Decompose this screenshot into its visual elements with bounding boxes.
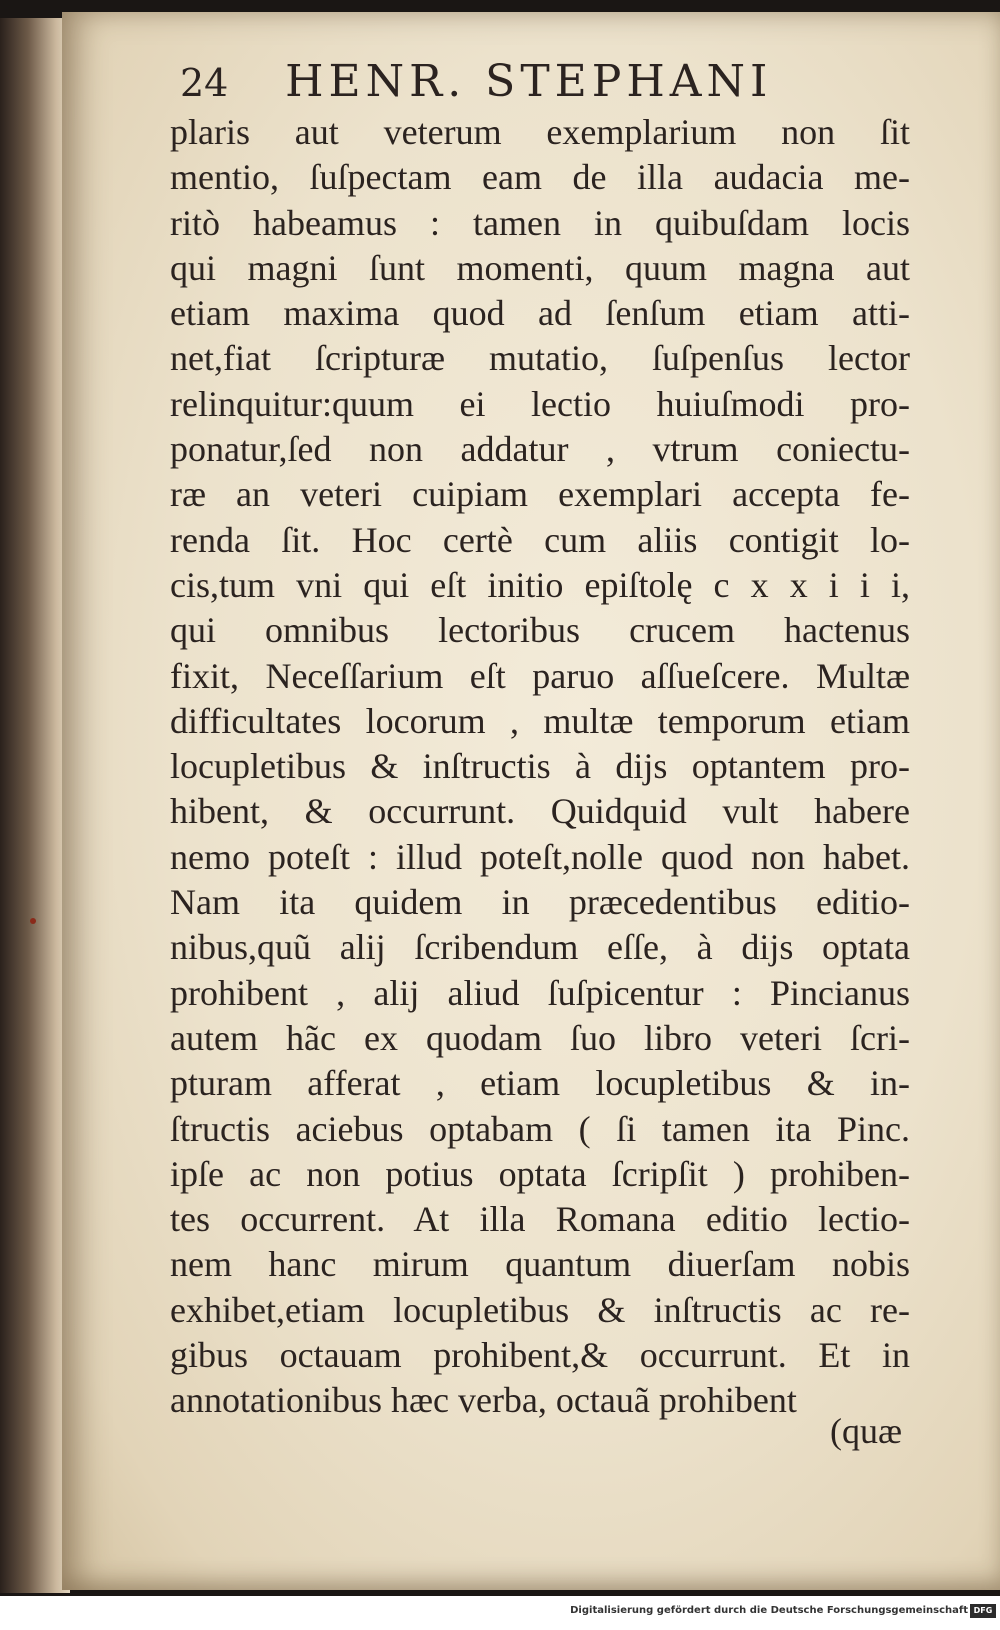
text-line: cis,tum vni qui eſt initio epiſtolę c x x i i i, — [170, 564, 910, 605]
text-line: etiam maxima quod ad ſenſum etiam atti- — [170, 293, 910, 334]
text-line: net,fiat ſcripturæ mutatio, ſuſpenſus lector — [170, 338, 910, 379]
book-edge — [0, 18, 70, 1593]
text-line: nibus,quũ alij ſcribendum eſſe, à dijs optata — [170, 927, 910, 968]
text-line: nemo poteſt : illud poteſt,nolle quod non habet. — [170, 836, 910, 877]
page-header — [180, 56, 900, 107]
text-line: ponatur,ſed non addatur , vtrum coniectu- — [170, 429, 910, 470]
text-line: ritò habeamus : tamen in quibuſdam locis — [170, 202, 910, 243]
text-line: tes occurrent. At illa Romana editio lectio- — [170, 1199, 910, 1240]
footer-credit: Digitalisierung gefördert durch die Deutsche Forschungsgemeinschaft — [570, 1605, 968, 1616]
text-line: qui omnibus lectoribus crucem hactenus — [170, 610, 910, 651]
text-line: ſtructis aciebus optabam ( ſi tamen ita Pinc. — [170, 1108, 910, 1149]
text-line: ræ an veteri cuipiam exemplari accepta fe- — [170, 474, 910, 515]
footer-bar — [0, 1596, 1000, 1630]
margin-mark — [30, 918, 36, 924]
text-line: plaris aut veterum exemplarium non ſit — [170, 112, 910, 152]
text-line: fixit, Neceſſarium eſt paruo aſſueſcere. Multæ — [170, 655, 910, 696]
body-text — [170, 110, 910, 1424]
running-head: HENR. STEPHANI — [285, 56, 773, 107]
text-line: renda ſit. Hoc certè cum aliis contigit lo- — [170, 519, 910, 560]
text-line: ipſe ac non potius optata ſcripſit ) prohiben- — [170, 1153, 910, 1194]
text-line: hibent, & occurrunt. Quidquid vult habere — [170, 791, 910, 832]
text-line: qui magni ſunt momenti, quum magna aut — [170, 247, 910, 288]
text-line: prohibent , alij aliud ſuſpicentur : Pincianus — [170, 972, 910, 1013]
text-line: relinquitur:quum ei lectio huiuſmodi pro- — [170, 383, 910, 424]
text-line: exhibet,etiam locupletibus & inſtructis ac re- — [170, 1289, 910, 1330]
dfg-logo: DFG — [970, 1604, 996, 1618]
text-line: gibus octauam prohibent,& occurrunt. Et in — [170, 1335, 910, 1376]
text-line: difficultates locorum , multæ temporum etiam — [170, 700, 910, 741]
text-line: autem hãc ex quodam ſuo libro veteri ſcri- — [170, 1017, 910, 1058]
text-line: mentio, ſuſpectam eam de illa audacia me- — [170, 157, 910, 198]
text-line: Nam ita quidem in præcedentibus editio- — [170, 882, 910, 923]
text-line: locupletibus & inſtructis à dijs optantem pro- — [170, 746, 910, 787]
text-line: annotationibus hæc verba, octauã prohibent — [170, 1380, 797, 1421]
catchword: (quæ — [830, 1411, 902, 1451]
text-line: pturam afferat , etiam locupletibus & in- — [170, 1063, 910, 1104]
text-line: nem hanc mirum quantum diuerſam nobis — [170, 1244, 910, 1285]
page-number: 24 — [180, 61, 229, 105]
